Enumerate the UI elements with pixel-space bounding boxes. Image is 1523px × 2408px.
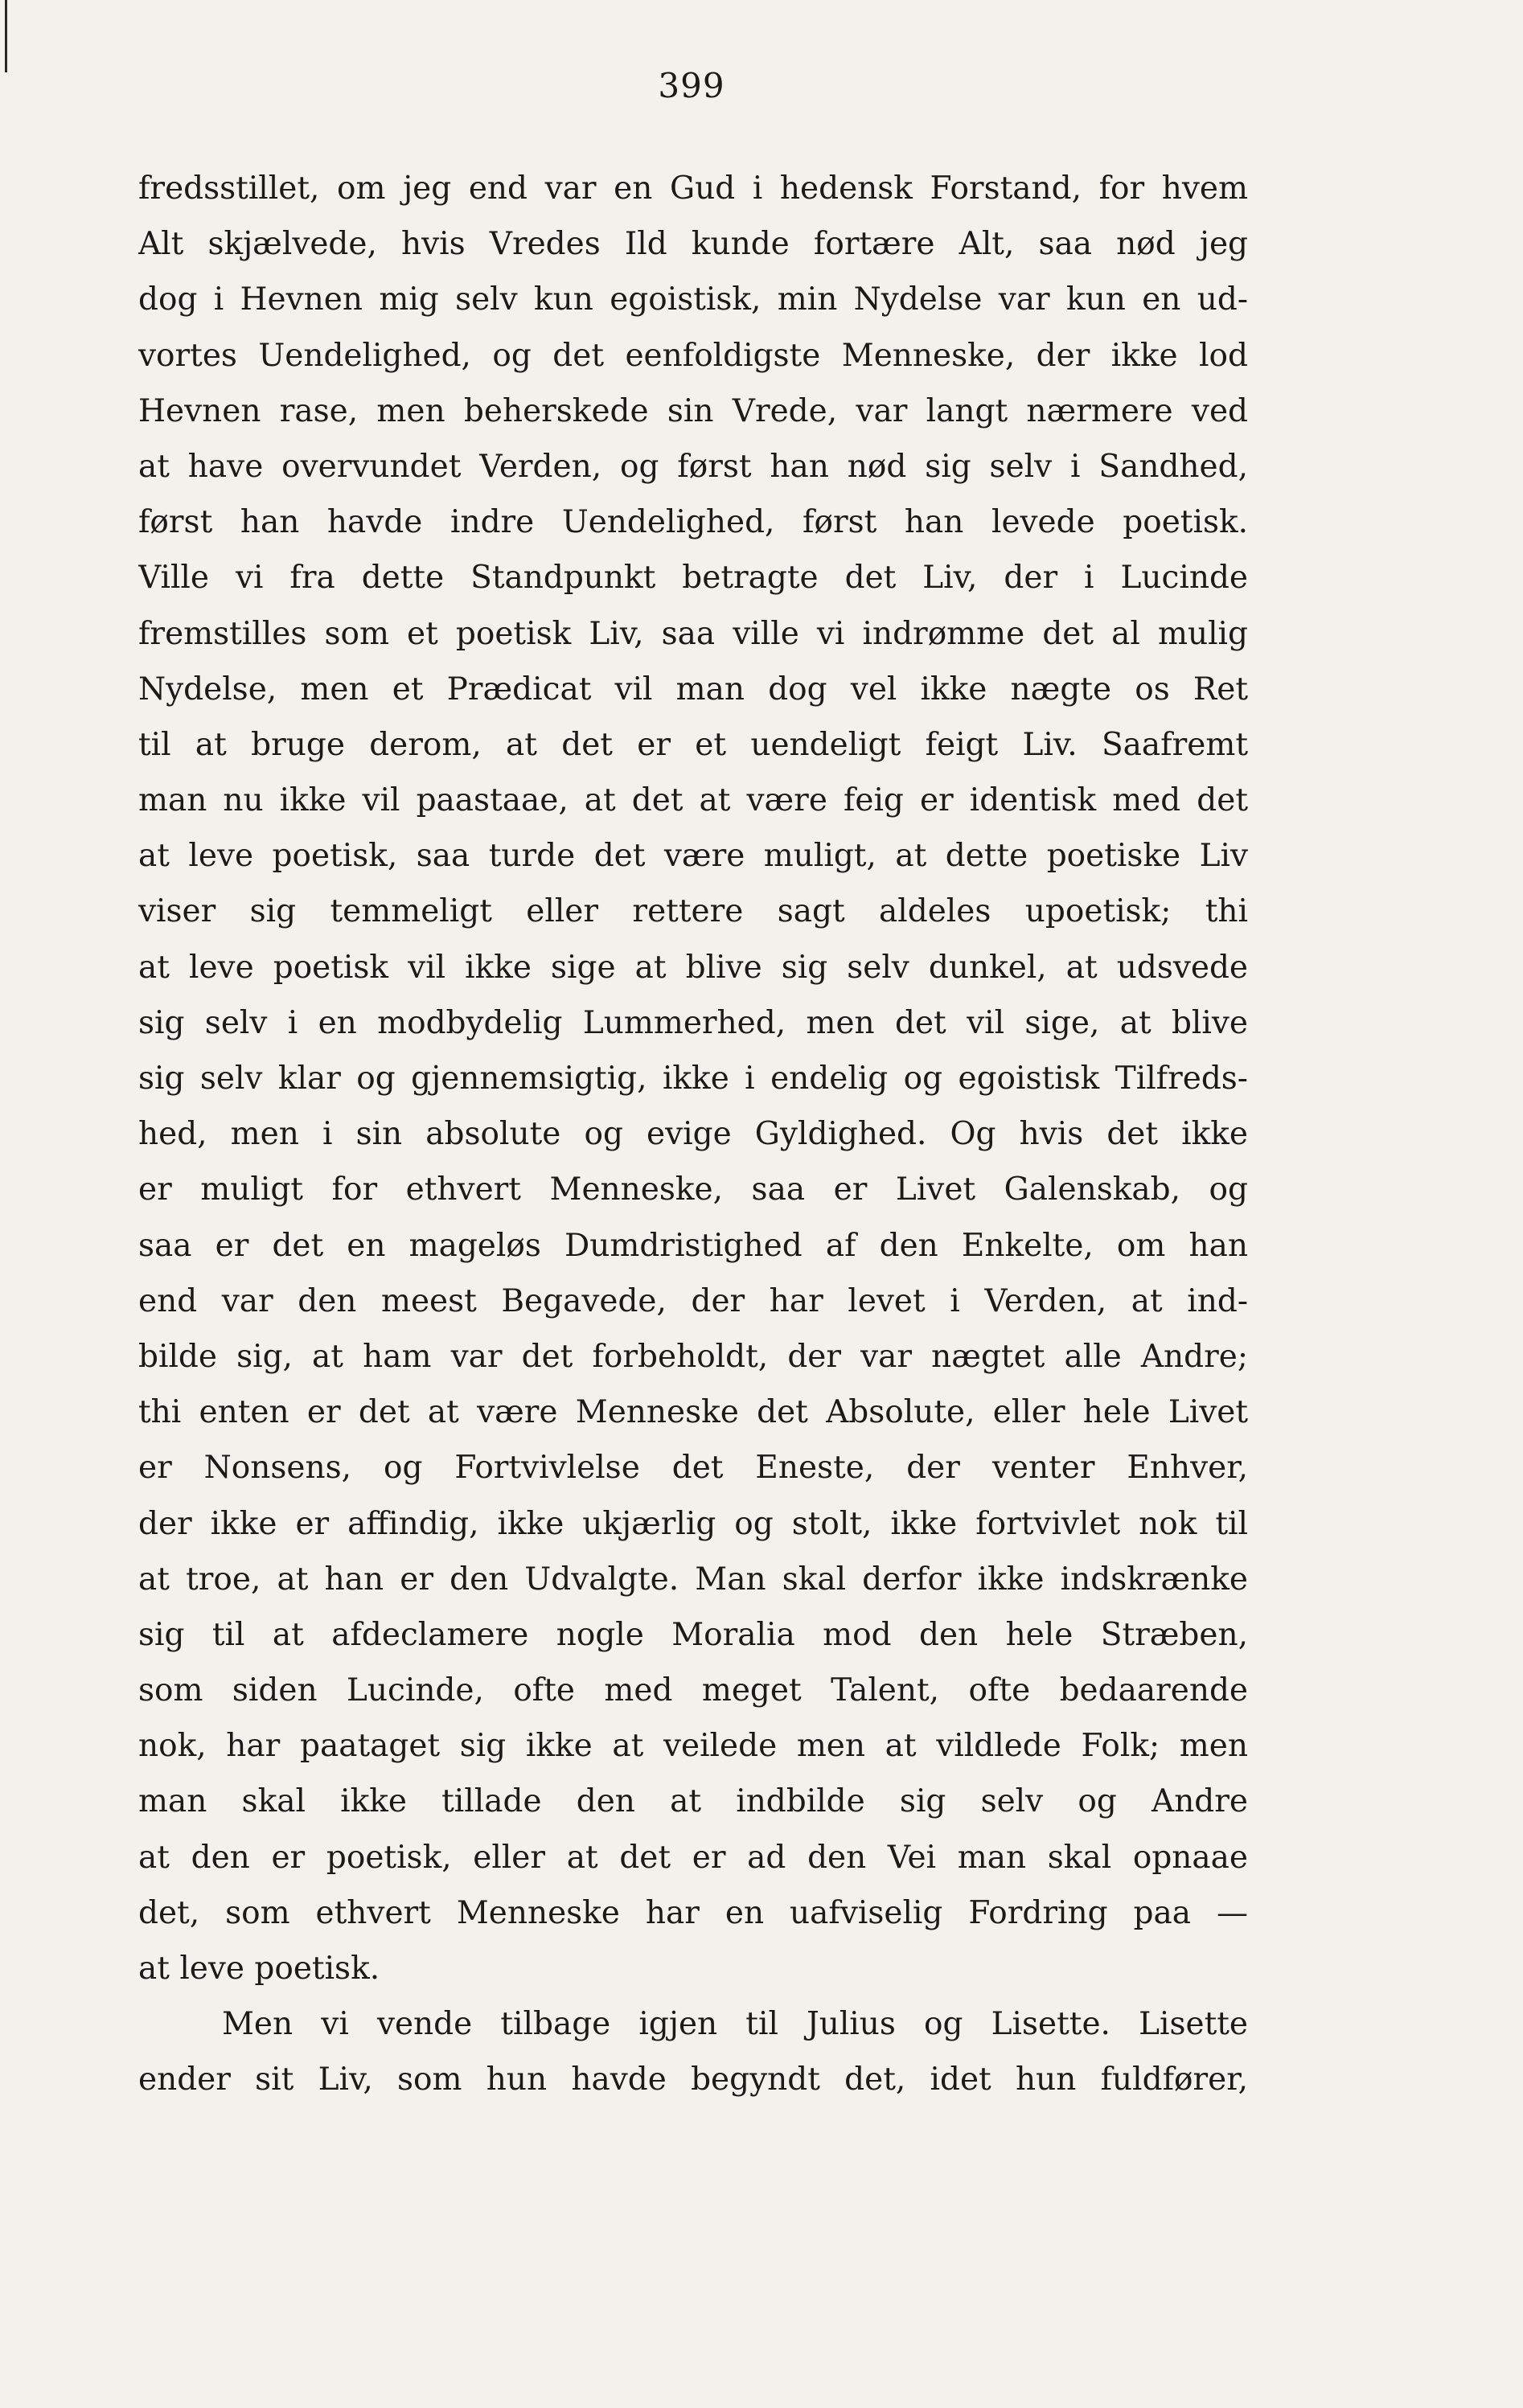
text-line: bilde sig, at ham var det forbeholdt, der var nægtet alle Andre; bbox=[138, 1338, 1248, 1375]
text-line: at troe, at han er den Udvalgte. Man skal derfor ikke indskrænke bbox=[138, 1561, 1248, 1598]
text-line: hed, men i sin absolute og evige Gyldighed. Og hvis det ikke bbox=[138, 1116, 1248, 1153]
text-line: Ville vi fra dette Standpunkt betragte det Liv, der i Lucinde bbox=[138, 560, 1248, 597]
text-line: man skal ikke tillade den at indbilde sig selv og Andre bbox=[138, 1783, 1248, 1820]
text-line: at leve poetisk vil ikke sige at blive sig selv dunkel, at udsvede bbox=[138, 949, 1248, 986]
text-line: Nydelse, men et Prædicat vil man dog vel ikke nægte os Ret bbox=[138, 671, 1248, 708]
text-line: Men vi vende tilbage igjen til Julius og Lisette. Lisette bbox=[222, 2006, 1248, 2043]
body-text bbox=[138, 161, 1248, 2108]
text-line: ender sit Liv, som hun havde begyndt det, idet hun fuldfører, bbox=[138, 2061, 1248, 2098]
text-line: sig til at afdeclamere nogle Moralia mod den hele Stræben, bbox=[138, 1616, 1248, 1653]
scan-edge-mark bbox=[5, 0, 7, 72]
text-line: dog i Hevnen mig selv kun egoistisk, min Nydelse var kun en ud- bbox=[138, 281, 1248, 318]
text-line: til at bruge derom, at det er et uendeligt feigt Liv. Saafremt bbox=[138, 726, 1248, 763]
text-line: Alt skjælvede, hvis Vredes Ild kunde fortære Alt, saa nød jeg bbox=[138, 226, 1248, 263]
text-line: sig selv i en modbydelig Lummerhed, men det vil sige, at blive bbox=[138, 1004, 1248, 1041]
text-line: først han havde indre Uendelighed, først han levede poetisk. bbox=[138, 504, 1248, 541]
text-line: at leve poetisk, saa turde det være muligt, at dette poetiske Liv bbox=[138, 838, 1248, 875]
text-line: sig selv klar og gjennemsigtig, ikke i endelig og egoistisk Tilfreds- bbox=[138, 1060, 1248, 1097]
text-line: fredsstillet, om jeg end var en Gud i hedensk Forstand, for hvem bbox=[138, 170, 1248, 207]
text-line: nok, har paataget sig ikke at veilede men at vildlede Folk; men bbox=[138, 1728, 1248, 1765]
text-line: at leve poetisk. bbox=[138, 1951, 380, 1987]
text-line: er Nonsens, og Fortvivlelse det Eneste, der venter Enhver, bbox=[138, 1450, 1248, 1487]
text-line: som siden Lucinde, ofte med meget Talent, ofte bedaarende bbox=[138, 1672, 1248, 1709]
text-line: der ikke er affindig, ikke ukjærlig og stolt, ikke fortvivlet nok til bbox=[138, 1505, 1248, 1542]
text-line: vortes Uendelighed, og det eenfoldigste Menneske, der ikke lod bbox=[138, 337, 1248, 374]
text-line: fremstilles som et poetisk Liv, saa ville vi indrømme det al mulig bbox=[138, 615, 1248, 652]
text-line: at have overvundet Verden, og først han nød sig selv i Sandhed, bbox=[138, 448, 1248, 485]
text-line: er muligt for ethvert Menneske, saa er Livet Galenskab, og bbox=[138, 1171, 1248, 1208]
text-line: Hevnen rase, men beherskede sin Vrede, var langt nærmere ved bbox=[138, 392, 1248, 429]
text-line: det, som ethvert Menneske har en uafviselig Fordring paa — bbox=[138, 1894, 1248, 1931]
text-line: viser sig temmeligt eller rettere sagt aldeles upoetisk; thi bbox=[138, 893, 1248, 930]
text-line: saa er det en mageløs Dumdristighed af den Enkelte, om han bbox=[138, 1227, 1248, 1264]
text-line: at den er poetisk, eller at det er ad den Vei man skal opnaae bbox=[138, 1839, 1248, 1876]
text-line: man nu ikke vil paastaae, at det at være feig er identisk med det bbox=[138, 782, 1248, 819]
text-line: thi enten er det at være Menneske det Absolute, eller hele Livet bbox=[138, 1394, 1248, 1431]
page-number: 399 bbox=[658, 66, 725, 105]
text-line: end var den meest Begavede, der har levet i Verden, at ind- bbox=[138, 1282, 1248, 1319]
